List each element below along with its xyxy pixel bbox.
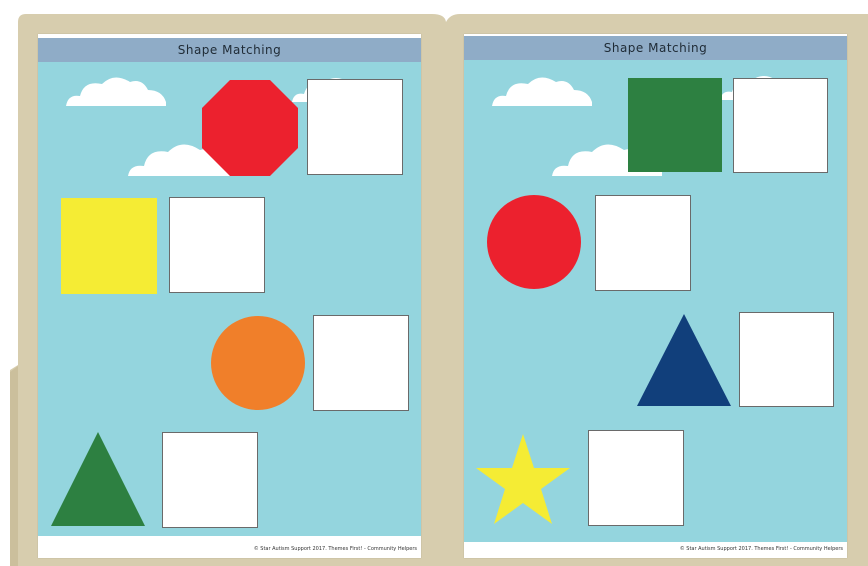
- orange-circle-shape[interactable]: [210, 315, 306, 411]
- green-square-shape[interactable]: [628, 78, 722, 172]
- yellow-star-shape[interactable]: [474, 432, 572, 526]
- left-worksheet: [38, 34, 421, 558]
- left-sky-background: [38, 62, 421, 536]
- match-box-4[interactable]: [162, 432, 258, 528]
- left-worksheet-footer: © Star Autism Support 2017. Themes First! - Community Helpers: [253, 546, 417, 552]
- match-box-2[interactable]: [169, 197, 265, 293]
- right-worksheet: [464, 34, 847, 558]
- cloud-icon: [488, 72, 598, 108]
- green-triangle-shape[interactable]: [49, 430, 147, 528]
- match-box-1[interactable]: [307, 79, 403, 175]
- match-box-2[interactable]: [595, 195, 691, 291]
- right-worksheet-footer: © Star Autism Support 2017. Themes First! - Community Helpers: [679, 546, 843, 552]
- right-sky-background: [464, 60, 847, 542]
- right-worksheet-title: Shape Matching: [464, 36, 847, 60]
- yellow-square-shape[interactable]: [61, 198, 157, 294]
- red-circle-shape[interactable]: [486, 194, 582, 290]
- match-box-3[interactable]: [313, 315, 409, 411]
- match-box-4[interactable]: [588, 430, 684, 526]
- blue-triangle-shape[interactable]: [635, 312, 733, 408]
- red-octagon-shape[interactable]: [201, 79, 299, 177]
- match-box-3[interactable]: [739, 312, 834, 407]
- left-worksheet-title: Shape Matching: [38, 38, 421, 62]
- cloud-icon: [62, 72, 172, 108]
- match-box-1[interactable]: [733, 78, 828, 173]
